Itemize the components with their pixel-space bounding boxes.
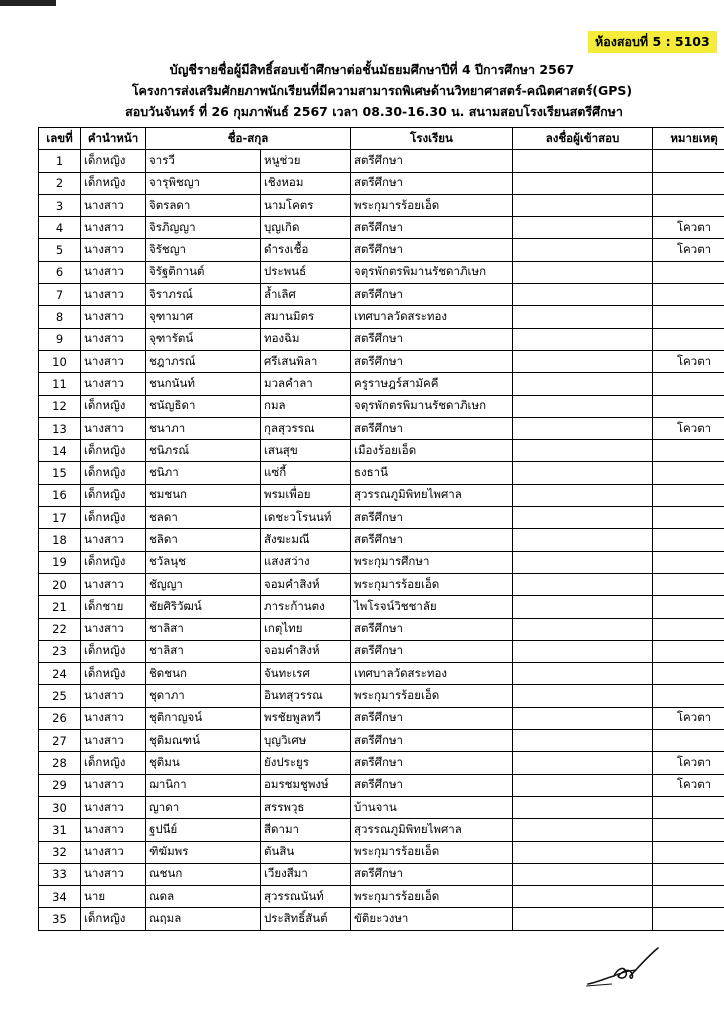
row-remark bbox=[653, 886, 724, 908]
table-row bbox=[39, 529, 724, 551]
row-no: 12 bbox=[39, 395, 81, 417]
row-prefix: นางสาว bbox=[81, 529, 146, 551]
row-prefix: นางสาว bbox=[81, 328, 146, 350]
row-no: 9 bbox=[39, 328, 81, 350]
row-school: พระกุมารศึกษา bbox=[351, 551, 513, 573]
row-prefix: นางสาว bbox=[81, 774, 146, 796]
table-row bbox=[39, 194, 724, 216]
row-prefix: นางสาว bbox=[81, 841, 146, 863]
row-signature-cell bbox=[513, 551, 653, 573]
row-first-name: จิรัชญา bbox=[146, 239, 261, 261]
row-remark bbox=[653, 618, 724, 640]
row-last-name: เวียงสีมา bbox=[261, 863, 351, 885]
row-first-name: ชาลิสา bbox=[146, 640, 261, 662]
row-school: สตรีศึกษา bbox=[351, 863, 513, 885]
row-prefix: นางสาว bbox=[81, 217, 146, 239]
row-no: 4 bbox=[39, 217, 81, 239]
row-first-name: ชัยศิริวัฒน์ bbox=[146, 596, 261, 618]
row-last-name: สีดามา bbox=[261, 819, 351, 841]
row-school: เทศบาลวัดสระทอง bbox=[351, 663, 513, 685]
row-last-name: สมานมิตร bbox=[261, 306, 351, 328]
row-signature-cell bbox=[513, 328, 653, 350]
row-no: 1 bbox=[39, 150, 81, 172]
row-last-name: บุญวิเศษ bbox=[261, 730, 351, 752]
row-signature-cell bbox=[513, 261, 653, 283]
row-first-name: ฑิฆัมพร bbox=[146, 841, 261, 863]
row-last-name: จอมคำสิงห์ bbox=[261, 573, 351, 595]
document-header bbox=[0, 59, 724, 122]
row-first-name: จิรัฐติกานต์ bbox=[146, 261, 261, 283]
row-last-name: จันทะเรศ bbox=[261, 663, 351, 685]
candidate-table bbox=[38, 127, 724, 931]
row-prefix: นางสาว bbox=[81, 306, 146, 328]
table-row bbox=[39, 730, 724, 752]
row-no: 13 bbox=[39, 417, 81, 439]
row-signature-cell bbox=[513, 529, 653, 551]
row-no: 5 bbox=[39, 239, 81, 261]
row-no: 11 bbox=[39, 373, 81, 395]
table-row bbox=[39, 417, 724, 439]
row-last-name: อินทสุวรรณ bbox=[261, 685, 351, 707]
row-school: สตรีศึกษา bbox=[351, 284, 513, 306]
row-first-name: ชฎาภรณ์ bbox=[146, 350, 261, 372]
row-last-name: หนูช่วย bbox=[261, 150, 351, 172]
row-prefix: นางสาว bbox=[81, 239, 146, 261]
row-no: 2 bbox=[39, 172, 81, 194]
row-prefix: เด็กหญิง bbox=[81, 663, 146, 685]
row-last-name: เกตุไทย bbox=[261, 618, 351, 640]
row-prefix: นางสาว bbox=[81, 618, 146, 640]
row-remark bbox=[653, 507, 724, 529]
row-school: สตรีศึกษา bbox=[351, 350, 513, 372]
row-last-name: เชิงหอม bbox=[261, 172, 351, 194]
row-no: 23 bbox=[39, 640, 81, 662]
row-signature-cell bbox=[513, 239, 653, 261]
row-school: สตรีศึกษา bbox=[351, 328, 513, 350]
row-last-name: แซ่กี้ bbox=[261, 462, 351, 484]
table-row bbox=[39, 752, 724, 774]
row-first-name: ชนิภา bbox=[146, 462, 261, 484]
row-no: 29 bbox=[39, 774, 81, 796]
row-school: สตรีศึกษา bbox=[351, 239, 513, 261]
row-remark bbox=[653, 551, 724, 573]
row-first-name: ณชนก bbox=[146, 863, 261, 885]
row-remark bbox=[653, 373, 724, 395]
table-header-row bbox=[39, 128, 724, 150]
row-no: 18 bbox=[39, 529, 81, 551]
row-signature-cell bbox=[513, 774, 653, 796]
row-school: สตรีศึกษา bbox=[351, 640, 513, 662]
row-remark bbox=[653, 306, 724, 328]
row-remark bbox=[653, 573, 724, 595]
row-prefix: นางสาว bbox=[81, 194, 146, 216]
row-school: สุวรรณภูมิพิทยไพศาล bbox=[351, 484, 513, 506]
row-last-name: ศรีเสนพิลา bbox=[261, 350, 351, 372]
table-row bbox=[39, 507, 724, 529]
row-last-name: สังฆะมณี bbox=[261, 529, 351, 551]
row-last-name: กมล bbox=[261, 395, 351, 417]
row-last-name: พรชัยพูลทวี bbox=[261, 707, 351, 729]
row-first-name: ญาดา bbox=[146, 796, 261, 818]
row-signature-cell bbox=[513, 796, 653, 818]
row-first-name: จุฑารัตน์ bbox=[146, 328, 261, 350]
row-no: 8 bbox=[39, 306, 81, 328]
row-signature-cell bbox=[513, 484, 653, 506]
row-signature-cell bbox=[513, 395, 653, 417]
row-prefix: นางสาว bbox=[81, 707, 146, 729]
row-remark: โควตา bbox=[653, 350, 724, 372]
row-remark bbox=[653, 484, 724, 506]
row-school: ธงธานี bbox=[351, 462, 513, 484]
row-school: พระกุมารร้อยเอ็ด bbox=[351, 685, 513, 707]
row-school: เทศบาลวัดสระทอง bbox=[351, 306, 513, 328]
row-prefix: นางสาว bbox=[81, 573, 146, 595]
row-remark: โควตา bbox=[653, 417, 724, 439]
row-last-name: ภาระก้านตง bbox=[261, 596, 351, 618]
row-no: 30 bbox=[39, 796, 81, 818]
row-remark bbox=[653, 261, 724, 283]
row-remark bbox=[653, 663, 724, 685]
row-school: ครูราษฎร์สามัคคี bbox=[351, 373, 513, 395]
row-remark bbox=[653, 596, 724, 618]
row-remark bbox=[653, 194, 724, 216]
signature-mark bbox=[584, 940, 664, 990]
row-prefix: นางสาว bbox=[81, 350, 146, 372]
col-header-signature: ลงชื่อผู้เข้าสอบ bbox=[513, 128, 653, 150]
row-remark bbox=[653, 440, 724, 462]
row-prefix: เด็กหญิง bbox=[81, 551, 146, 573]
row-first-name: จิรภิญญา bbox=[146, 217, 261, 239]
row-last-name: อมรชมชูพงษ์ bbox=[261, 774, 351, 796]
row-school: สตรีศึกษา bbox=[351, 217, 513, 239]
row-signature-cell bbox=[513, 841, 653, 863]
row-remark bbox=[653, 819, 724, 841]
table-row bbox=[39, 886, 724, 908]
row-last-name: แสงสว่าง bbox=[261, 551, 351, 573]
row-school: สุวรรณภูมิพิทยไพศาล bbox=[351, 819, 513, 841]
row-no: 31 bbox=[39, 819, 81, 841]
row-prefix: นาย bbox=[81, 886, 146, 908]
row-first-name: ฌานิกา bbox=[146, 774, 261, 796]
row-signature-cell bbox=[513, 150, 653, 172]
table-row bbox=[39, 373, 724, 395]
row-last-name: ประพนธ์ bbox=[261, 261, 351, 283]
row-first-name: ชนิภรณ์ bbox=[146, 440, 261, 462]
row-prefix: เด็กหญิง bbox=[81, 150, 146, 172]
table-row bbox=[39, 707, 724, 729]
room-badge: ห้องสอบที่ 5 : 5103 bbox=[588, 31, 717, 53]
row-first-name: ชาลิสา bbox=[146, 618, 261, 640]
row-last-name: ดำรงเชื้อ bbox=[261, 239, 351, 261]
row-first-name: ณฤมล bbox=[146, 908, 261, 930]
row-signature-cell bbox=[513, 886, 653, 908]
row-signature-cell bbox=[513, 640, 653, 662]
row-signature-cell bbox=[513, 194, 653, 216]
row-first-name: ชวัลนุช bbox=[146, 551, 261, 573]
row-prefix: นางสาว bbox=[81, 730, 146, 752]
row-signature-cell bbox=[513, 730, 653, 752]
row-no: 32 bbox=[39, 841, 81, 863]
row-remark: โควตา bbox=[653, 752, 724, 774]
row-prefix: เด็กหญิง bbox=[81, 908, 146, 930]
table-row bbox=[39, 796, 724, 818]
table-row bbox=[39, 774, 724, 796]
row-prefix: เด็กหญิง bbox=[81, 395, 146, 417]
row-school: เมืองร้อยเอ็ด bbox=[351, 440, 513, 462]
row-school: พระกุมารร้อยเอ็ด bbox=[351, 886, 513, 908]
row-prefix: เด็กหญิง bbox=[81, 440, 146, 462]
row-prefix: นางสาว bbox=[81, 685, 146, 707]
row-no: 34 bbox=[39, 886, 81, 908]
row-remark: โควตา bbox=[653, 774, 724, 796]
table-row bbox=[39, 618, 724, 640]
row-remark bbox=[653, 172, 724, 194]
table-row bbox=[39, 819, 724, 841]
table-row bbox=[39, 440, 724, 462]
row-signature-cell bbox=[513, 573, 653, 595]
row-signature-cell bbox=[513, 819, 653, 841]
row-remark bbox=[653, 730, 724, 752]
row-signature-cell bbox=[513, 596, 653, 618]
row-last-name: ยังประยูร bbox=[261, 752, 351, 774]
row-signature-cell bbox=[513, 440, 653, 462]
row-remark: โควตา bbox=[653, 239, 724, 261]
row-last-name: จอมคำสิงห์ bbox=[261, 640, 351, 662]
row-no: 24 bbox=[39, 663, 81, 685]
row-first-name: ชนาภา bbox=[146, 417, 261, 439]
row-no: 3 bbox=[39, 194, 81, 216]
table-row bbox=[39, 663, 724, 685]
title-line-1: บัญชีรายชื่อผู้มีสิทธิ์สอบเข้าศึกษาต่อชั้นมัธยมศึกษาปีที่ 4 ปีการศึกษา 2567 bbox=[169, 62, 575, 77]
table-body bbox=[39, 150, 724, 930]
row-first-name: ชนกนันท์ bbox=[146, 373, 261, 395]
row-no: 35 bbox=[39, 908, 81, 930]
row-prefix: เด็กหญิง bbox=[81, 507, 146, 529]
row-remark bbox=[653, 640, 724, 662]
row-last-name: กุลสุวรรณ bbox=[261, 417, 351, 439]
row-prefix: นางสาว bbox=[81, 284, 146, 306]
row-first-name: ฐปนีย์ bbox=[146, 819, 261, 841]
table-row bbox=[39, 596, 724, 618]
row-no: 33 bbox=[39, 863, 81, 885]
row-signature-cell bbox=[513, 663, 653, 685]
row-school: พระกุมารร้อยเอ็ด bbox=[351, 194, 513, 216]
row-last-name: เสนสุข bbox=[261, 440, 351, 462]
table-row bbox=[39, 150, 724, 172]
row-no: 6 bbox=[39, 261, 81, 283]
title-line-3: สอบวันจันทร์ ที่ 26 กุมภาพันธ์ 2567 เวลา 08.30-16.30 น. สนามสอบโรงเรียนสตรีศึกษา bbox=[125, 104, 623, 119]
corner-mark bbox=[0, 0, 56, 6]
table-row bbox=[39, 841, 724, 863]
row-last-name: พรมเพื่อย bbox=[261, 484, 351, 506]
table-row bbox=[39, 484, 724, 506]
row-last-name: ทองฉิม bbox=[261, 328, 351, 350]
row-no: 27 bbox=[39, 730, 81, 752]
row-school: พระกุมารร้อยเอ็ด bbox=[351, 841, 513, 863]
row-remark bbox=[653, 529, 724, 551]
row-remark bbox=[653, 284, 724, 306]
row-first-name: ชลิดา bbox=[146, 529, 261, 551]
row-school: จตุรพักตรพิมานรัชดาภิเษก bbox=[351, 395, 513, 417]
col-header-school: โรงเรียน bbox=[351, 128, 513, 150]
table-row bbox=[39, 217, 724, 239]
row-signature-cell bbox=[513, 284, 653, 306]
row-first-name: ชิดชนก bbox=[146, 663, 261, 685]
row-no: 17 bbox=[39, 507, 81, 529]
table-row bbox=[39, 551, 724, 573]
row-last-name: นามโคตร bbox=[261, 194, 351, 216]
table-row bbox=[39, 573, 724, 595]
row-remark bbox=[653, 908, 724, 930]
table-row bbox=[39, 462, 724, 484]
row-no: 15 bbox=[39, 462, 81, 484]
row-first-name: ชุดาภา bbox=[146, 685, 261, 707]
row-last-name: มวลคำลา bbox=[261, 373, 351, 395]
row-remark bbox=[653, 685, 724, 707]
row-no: 28 bbox=[39, 752, 81, 774]
row-first-name: ชุติมณฑน์ bbox=[146, 730, 261, 752]
row-no: 21 bbox=[39, 596, 81, 618]
table-row bbox=[39, 261, 724, 283]
row-school: สตรีศึกษา bbox=[351, 150, 513, 172]
row-signature-cell bbox=[513, 707, 653, 729]
table-row bbox=[39, 395, 724, 417]
row-signature-cell bbox=[513, 306, 653, 328]
table-row bbox=[39, 239, 724, 261]
row-prefix: เด็กหญิง bbox=[81, 484, 146, 506]
row-last-name: ตันสิน bbox=[261, 841, 351, 863]
row-last-name: ล้ำเลิศ bbox=[261, 284, 351, 306]
row-prefix: เด็กหญิง bbox=[81, 640, 146, 662]
row-school: สตรีศึกษา bbox=[351, 752, 513, 774]
row-no: 10 bbox=[39, 350, 81, 372]
table-row bbox=[39, 284, 724, 306]
row-first-name: จารุพิชญา bbox=[146, 172, 261, 194]
row-prefix: เด็กหญิง bbox=[81, 752, 146, 774]
row-no: 14 bbox=[39, 440, 81, 462]
table-row bbox=[39, 908, 724, 930]
row-remark bbox=[653, 150, 724, 172]
row-school: ขัติยะวงษา bbox=[351, 908, 513, 930]
row-last-name: สุวรรณนันท์ bbox=[261, 886, 351, 908]
row-signature-cell bbox=[513, 417, 653, 439]
row-first-name: ชุติมน bbox=[146, 752, 261, 774]
row-first-name: ชมชนก bbox=[146, 484, 261, 506]
row-remark bbox=[653, 841, 724, 863]
table-row bbox=[39, 172, 724, 194]
row-first-name: จิตรลดา bbox=[146, 194, 261, 216]
row-remark bbox=[653, 863, 724, 885]
row-remark bbox=[653, 395, 724, 417]
title-line-2: โครงการส่งเสริมศักยภาพนักเรียนที่มีความสามารถพิเศษด้านวิทยาศาสตร์-คณิตศาสตร์(GPS) bbox=[131, 83, 633, 98]
row-signature-cell bbox=[513, 462, 653, 484]
row-last-name: ประสิทธิ์สันต์ bbox=[261, 908, 351, 930]
row-school: ไพโรจน์วิชชาลัย bbox=[351, 596, 513, 618]
row-signature-cell bbox=[513, 373, 653, 395]
col-header-prefix: คำนำหน้า bbox=[81, 128, 146, 150]
row-prefix: นางสาว bbox=[81, 417, 146, 439]
col-header-remark: หมายเหตุ bbox=[653, 128, 724, 150]
table-row bbox=[39, 685, 724, 707]
row-school: สตรีศึกษา bbox=[351, 507, 513, 529]
row-no: 7 bbox=[39, 284, 81, 306]
row-remark: โควตา bbox=[653, 707, 724, 729]
row-first-name: จุฑามาศ bbox=[146, 306, 261, 328]
row-school: บ้านจาน bbox=[351, 796, 513, 818]
row-last-name: บุญเกิด bbox=[261, 217, 351, 239]
row-prefix: นางสาว bbox=[81, 373, 146, 395]
row-first-name: ชลดา bbox=[146, 507, 261, 529]
row-remark bbox=[653, 462, 724, 484]
row-first-name: ชัญญา bbox=[146, 573, 261, 595]
col-header-name: ชื่อ-สกุล bbox=[146, 128, 351, 150]
row-signature-cell bbox=[513, 752, 653, 774]
table-row bbox=[39, 328, 724, 350]
row-first-name: ณดล bbox=[146, 886, 261, 908]
row-no: 26 bbox=[39, 707, 81, 729]
col-header-no: เลขที่ bbox=[39, 128, 81, 150]
row-school: สตรีศึกษา bbox=[351, 417, 513, 439]
row-first-name: ชนัญธิดา bbox=[146, 395, 261, 417]
row-signature-cell bbox=[513, 350, 653, 372]
row-prefix: เด็กหญิง bbox=[81, 462, 146, 484]
row-signature-cell bbox=[513, 908, 653, 930]
row-signature-cell bbox=[513, 217, 653, 239]
row-prefix: นางสาว bbox=[81, 261, 146, 283]
table-row bbox=[39, 350, 724, 372]
table-row bbox=[39, 640, 724, 662]
row-last-name: สรรพวุธ bbox=[261, 796, 351, 818]
row-remark bbox=[653, 328, 724, 350]
row-first-name: ชุติกาญจน์ bbox=[146, 707, 261, 729]
row-no: 22 bbox=[39, 618, 81, 640]
row-signature-cell bbox=[513, 863, 653, 885]
row-school: สตรีศึกษา bbox=[351, 529, 513, 551]
row-school: จตุรพักตรพิมานรัชดาภิเษก bbox=[351, 261, 513, 283]
row-school: สตรีศึกษา bbox=[351, 730, 513, 752]
table-row bbox=[39, 863, 724, 885]
row-signature-cell bbox=[513, 507, 653, 529]
row-first-name: จารวี bbox=[146, 150, 261, 172]
row-remark: โควตา bbox=[653, 217, 724, 239]
row-prefix: นางสาว bbox=[81, 863, 146, 885]
row-first-name: จิราภรณ์ bbox=[146, 284, 261, 306]
row-no: 20 bbox=[39, 573, 81, 595]
row-no: 19 bbox=[39, 551, 81, 573]
row-prefix: นางสาว bbox=[81, 796, 146, 818]
row-signature-cell bbox=[513, 618, 653, 640]
row-no: 16 bbox=[39, 484, 81, 506]
row-signature-cell bbox=[513, 172, 653, 194]
row-school: สตรีศึกษา bbox=[351, 774, 513, 796]
row-remark bbox=[653, 796, 724, 818]
row-prefix: เด็กหญิง bbox=[81, 172, 146, 194]
row-school: สตรีศึกษา bbox=[351, 707, 513, 729]
row-signature-cell bbox=[513, 685, 653, 707]
table-row bbox=[39, 306, 724, 328]
row-school: สตรีศึกษา bbox=[351, 172, 513, 194]
row-last-name: เดชะวโรนนท์ bbox=[261, 507, 351, 529]
row-prefix: เด็กชาย bbox=[81, 596, 146, 618]
row-no: 25 bbox=[39, 685, 81, 707]
row-school: สตรีศึกษา bbox=[351, 618, 513, 640]
row-school: พระกุมารร้อยเอ็ด bbox=[351, 573, 513, 595]
row-prefix: นางสาว bbox=[81, 819, 146, 841]
